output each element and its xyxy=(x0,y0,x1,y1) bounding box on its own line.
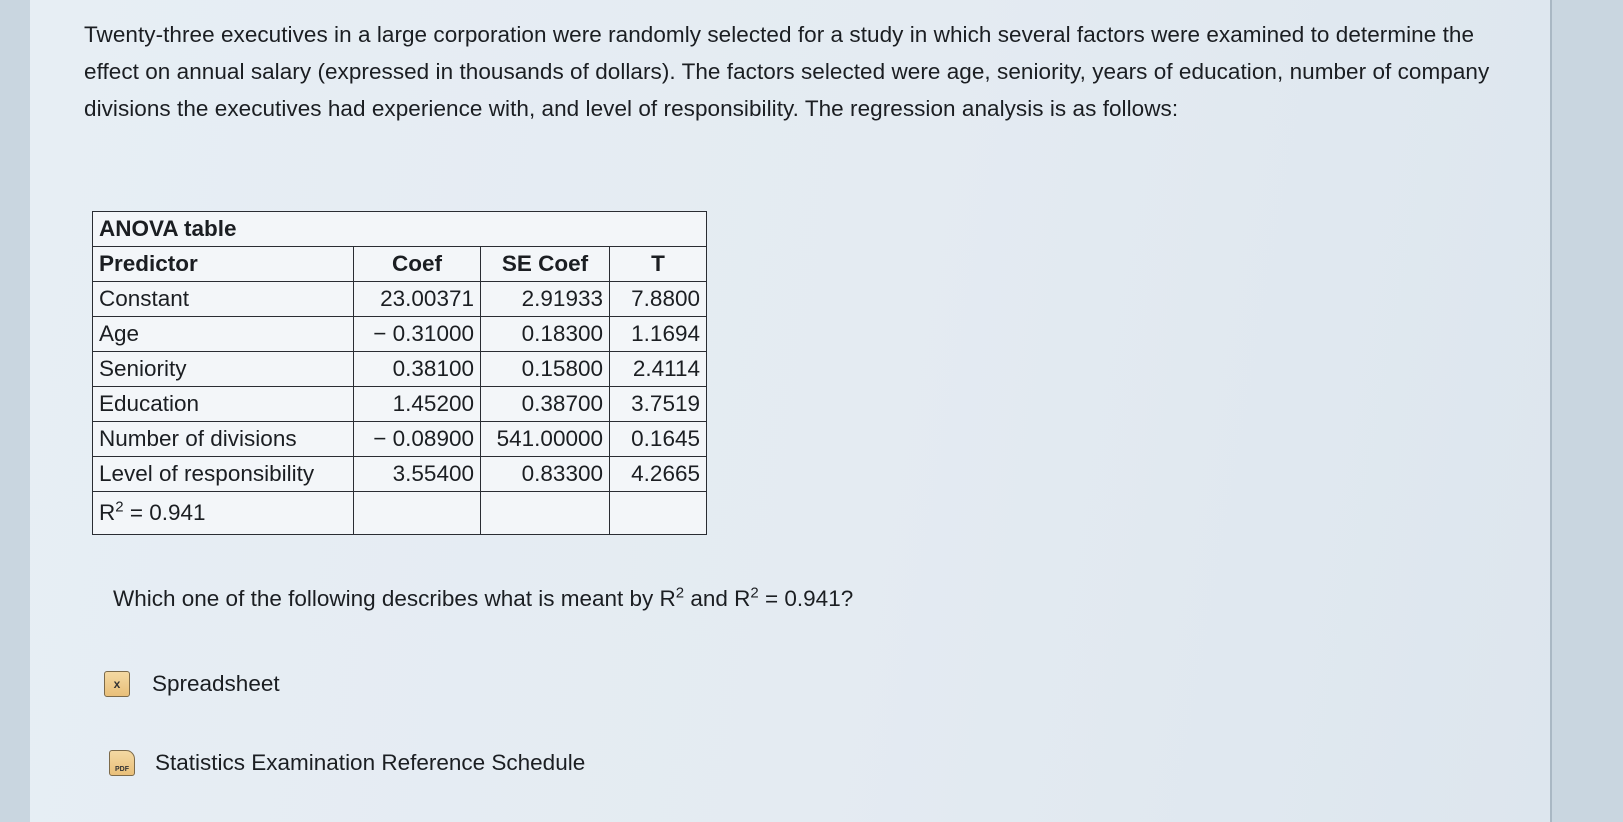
r-squared-value: = 0.941 xyxy=(123,500,206,525)
coef-cell: − 0.08900 xyxy=(354,422,481,457)
r-squared-exponent: 2 xyxy=(115,498,124,516)
header-se-coef: SE Coef xyxy=(481,247,610,282)
predictor-cell: Constant xyxy=(93,282,354,317)
predictor-cell: Seniority xyxy=(93,352,354,387)
predictor-cell: Number of divisions xyxy=(93,422,354,457)
t-cell: 4.2665 xyxy=(610,457,707,492)
se-coef-cell: 0.18300 xyxy=(481,317,610,352)
question-exponent: 2 xyxy=(750,584,759,602)
t-cell: 3.7519 xyxy=(610,387,707,422)
question-part: = 0.941? xyxy=(758,586,854,611)
spreadsheet-icon: x xyxy=(104,671,130,697)
table-row xyxy=(93,352,707,387)
table-row xyxy=(93,422,707,457)
t-cell: 1.1694 xyxy=(610,317,707,352)
header-coef: Coef xyxy=(354,247,481,282)
spreadsheet-label: Spreadsheet xyxy=(152,671,280,696)
header-predictor: Predictor xyxy=(93,247,354,282)
se-coef-cell: 541.00000 xyxy=(481,422,610,457)
table-row xyxy=(93,282,707,317)
table-title: ANOVA table xyxy=(93,212,707,247)
table-row xyxy=(93,317,707,352)
coef-cell: 0.38100 xyxy=(354,352,481,387)
predictor-cell: Age xyxy=(93,317,354,352)
question-part: and R xyxy=(684,586,751,611)
coef-cell: 23.00371 xyxy=(354,282,481,317)
se-coef-cell: 0.38700 xyxy=(481,387,610,422)
se-coef-cell: 2.91933 xyxy=(481,282,610,317)
se-coef-cell: 0.83300 xyxy=(481,457,610,492)
t-cell: 2.4114 xyxy=(610,352,707,387)
anova-table xyxy=(92,211,707,535)
empty-cell xyxy=(481,492,610,535)
reference-schedule-label: Statistics Examination Reference Schedule xyxy=(155,750,586,775)
table-row xyxy=(93,457,707,492)
r-squared-cell xyxy=(93,492,354,535)
pdf-icon: PDF xyxy=(109,750,135,776)
empty-cell xyxy=(354,492,481,535)
t-cell: 7.8800 xyxy=(610,282,707,317)
r-squared-row xyxy=(93,492,707,535)
se-coef-cell: 0.15800 xyxy=(481,352,610,387)
spreadsheet-link[interactable] xyxy=(104,671,280,697)
question-part: Which one of the following describes what is meant by R xyxy=(113,586,676,611)
coef-cell: − 0.31000 xyxy=(354,317,481,352)
predictor-cell: Level of responsibility xyxy=(93,457,354,492)
table-header-row xyxy=(93,247,707,282)
coef-cell: 3.55400 xyxy=(354,457,481,492)
header-t: T xyxy=(610,247,707,282)
empty-cell xyxy=(610,492,707,535)
reference-schedule-link[interactable] xyxy=(109,750,585,776)
question-text xyxy=(113,586,853,612)
question-exponent: 2 xyxy=(675,584,685,602)
predictor-cell: Education xyxy=(93,387,354,422)
table-row xyxy=(93,387,707,422)
r-squared-base: R xyxy=(99,500,116,525)
coef-cell: 1.45200 xyxy=(354,387,481,422)
t-cell: 0.1645 xyxy=(610,422,707,457)
problem-statement: Twenty-three executives in a large corporation were randomly selected for a study in which several factors were examined to determine the effect on annual salary (expressed in thousands of dollars). The factors selected were age, seniority, years of education, number of company divisions the executives had experience with, and level of responsibility. The regression analysis is as follows: xyxy=(84,22,1490,121)
table-title-row xyxy=(93,212,707,247)
